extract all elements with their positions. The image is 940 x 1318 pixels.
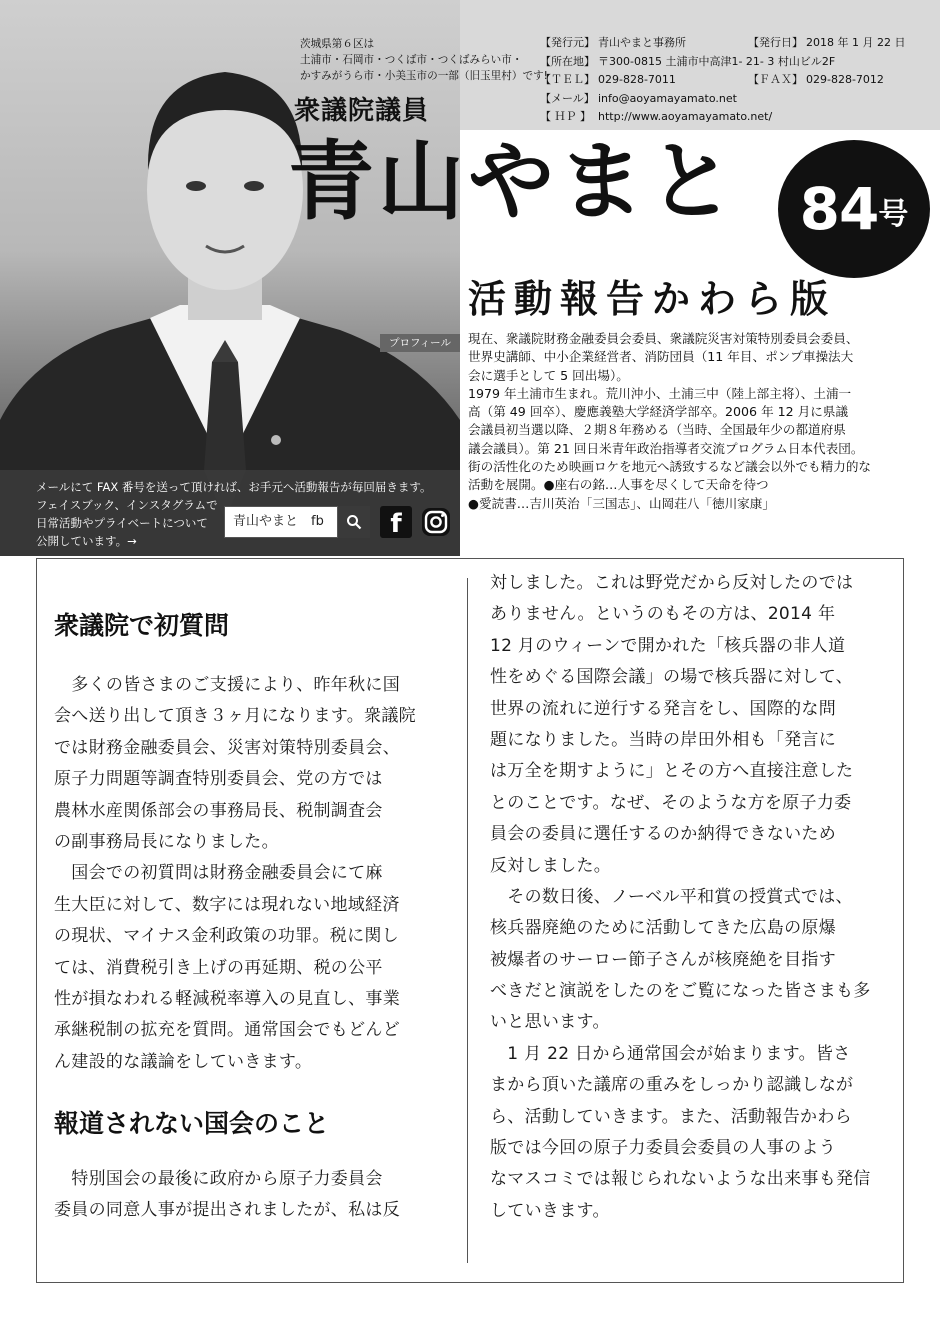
address-value: 〒300-0815 土浦市中高津1- 21- 3 村山ビル2F (598, 54, 836, 68)
body-line: 員会の委員に選任するのか納得できないため (490, 824, 836, 845)
body-line: 特別国会の最後に政府から原子力委員会 (54, 1169, 383, 1190)
body-line: の現状、マイナス金利政策の功罪。税に関し (54, 926, 399, 947)
search-icon (346, 514, 362, 530)
publisher-label: 【発行元】 (540, 36, 595, 49)
body-line: べきだと演説をしたのをご覧になった皆さまも多 (490, 981, 871, 1002)
profile-line: 高（第 49 回卒）、慶應義塾大学経済学部卒。2006 年 12 月に県議 (468, 404, 849, 420)
body-line: いと思います。 (490, 1012, 610, 1033)
fax-label: 【ＦＡＸ】 (748, 73, 803, 86)
mail-label: 【メール】 (540, 91, 595, 105)
body-line: 性をめぐる国際会議」の場で核兵器に対して、 (490, 667, 853, 688)
body-line: 12 月のウィーンで開かれた「核兵器の非人道 (490, 635, 846, 656)
address-label: 【所在地】 (540, 54, 595, 68)
section-heading-unreported: 報道されない国会のこと (54, 1109, 330, 1139)
mail-link[interactable]: info@aoyamayamato.net (598, 91, 737, 105)
issue-number: 84 (799, 175, 879, 243)
search-input[interactable]: 青山やまと fb (224, 506, 338, 538)
instagram-icon[interactable] (420, 506, 452, 538)
profile-line: 活動を展開。●座右の銘…人事を尽くして天命を待つ (468, 477, 769, 493)
info-row-hp (540, 108, 935, 127)
body-line: 題になりました。当時の岸田外相も「発言に (490, 729, 836, 750)
body-line: 1 月 22 日から通常国会が始まります。皆さ (490, 1043, 851, 1064)
date-label: 【発行日】 (748, 36, 803, 49)
notice-line: 日常活動やプライベートについて (36, 516, 208, 530)
body-line: 国会での初質問は財務金融委員会にて麻 (54, 863, 383, 884)
body-line: 承継税制の拡充を質問。通常国会でもどんど (54, 1020, 400, 1041)
profile-text (468, 330, 930, 513)
body-line: 被爆者のサーロー節子さんが核廃絶を目指す (490, 949, 836, 970)
notice-line: 公開しています。→ (36, 534, 137, 548)
body-line: なマスコミでは報じられないような出来事も発信 (490, 1169, 871, 1190)
section-heading-first-question: 衆議院で初質問 (54, 611, 230, 640)
article-right-column (490, 568, 890, 1227)
profile-line: 会に選手として 5 回出場）。 (468, 367, 629, 383)
body-line: 核兵器廃絶のために活動してきた広島の原爆 (490, 918, 836, 939)
body-line: ら、活動していきます。また、活動報告かわら (490, 1106, 852, 1127)
issue-badge (778, 140, 930, 278)
body-line: 生大臣に対して、数字には現れない地域経済 (54, 894, 400, 915)
article-left-column (54, 600, 454, 1227)
body-line: 性が損なわれる軽減税率導入の見直し、事業 (54, 988, 400, 1009)
hp-link[interactable]: http://www.aoyamayamato.net/ (598, 110, 773, 123)
notice-line: メールにて FAX 番号を送って頂ければ、お手元へ活動報告が毎回届きます。 (36, 480, 432, 494)
body-line: 会へ送り出して頂き３ヶ月になります。衆議院 (54, 706, 416, 727)
profile-line: 街の活性化のため映画ロケを地元へ誘致するなど議会以外でも精力的な (468, 459, 871, 475)
body-line: 多くの皆さまのご支援により、昨年秋に国 (54, 675, 400, 695)
profile-line: 議会議員）。第 21 回日米青年政治指導者交流プログラム日本代表団。 (468, 440, 864, 456)
publisher-value: 青山やまと事務所 (598, 36, 686, 49)
body-line: 版では今回の原子力委員会委員の人事のよう (490, 1138, 836, 1159)
profile-line: 1979 年土浦市生まれ。荒川沖小、土浦三中（陸上部主将）、土浦一 (468, 385, 852, 401)
date-value: 2018 年 1 月 22 日 (806, 36, 906, 49)
notice-line: フェイスブック、インスタグラムで (36, 498, 218, 512)
profile-tag: プロフィール (380, 334, 460, 352)
body-line: ては、消費税引き上げの再延期、税の公平 (54, 957, 383, 978)
profile-line: ●愛読書…吉川英治「三国志」、山岡荘八「徳川家康」 (468, 495, 775, 511)
district-line: 土浦市・石岡市・つくば市・つくばみらい市・ (300, 54, 523, 66)
district-line: 茨城県第６区は (300, 38, 375, 50)
tel-label: 【ＴＥＬ】 (540, 73, 595, 86)
column-divider (467, 578, 468, 1263)
info-row-tel (540, 71, 935, 90)
body-line: 原子力問題等調査特別委員会、党の方では (54, 769, 383, 790)
body-line: ん建設的な議論をしていきます。 (54, 1051, 313, 1072)
body-line: ありません。というのもその方は、2014 年 (490, 604, 836, 625)
body-line: では財務金融委員会、災害対策特別委員会、 (54, 737, 400, 758)
district-line: かすみがうら市・小美玉市の一部（旧玉里村）です! (300, 70, 548, 82)
member-title: 衆議院議員 (294, 96, 430, 126)
body-line: していきます。 (490, 1200, 610, 1221)
info-row-publisher (540, 34, 935, 53)
newsletter-subtitle: 活動報告かわら版 (468, 277, 837, 321)
facebook-icon[interactable]: f (380, 506, 412, 538)
body-line: とのことです。なぜ、そのような方を原子力委 (490, 792, 852, 813)
body-line: 委員の同意人事が提出されましたが、私は反 (54, 1200, 400, 1221)
body-line: まから頂いた議席の重みをしっかり認識しなが (490, 1075, 854, 1096)
body-line: その数日後、ノーベル平和賞の授賞式では、 (490, 886, 853, 907)
profile-line: 現在、衆議院財務金融委員会委員、衆議院災害対策特別委員会委員、 (468, 331, 859, 346)
district-description (300, 36, 548, 84)
body-line: の副事務局長になりました。 (54, 831, 279, 852)
info-row-mail (540, 90, 935, 109)
tel-value: 029-828-7011 (598, 73, 676, 86)
fax-value: 029-828-7012 (806, 73, 884, 86)
publication-info (540, 34, 935, 127)
search-button[interactable] (338, 506, 370, 538)
body-line: 農林水産関係部会の事務局長、税制調査会 (54, 800, 383, 821)
profile-line: 世界史講師、中小企業経営者、消防団員（11 年目、ポンプ車操法大 (468, 349, 854, 365)
hp-label: 【 ＨＰ 】 (540, 110, 591, 123)
name-title: 青山やまと (288, 132, 738, 232)
body-line: 反対しました。 (490, 855, 612, 876)
profile-line: 会議員初当選以降、２期８年務める（当時、全国最年少の都道府県 (468, 422, 846, 438)
info-row-address (540, 53, 935, 72)
issue-suffix: 号 (878, 197, 909, 232)
body-line: 世界の流れに逆行する発言をし、国際的な問 (490, 698, 836, 719)
body-line: は万全を期すように」とその方へ直接注意した (490, 761, 854, 782)
body-line: 対しました。これは野党だから反対したのでは (490, 573, 854, 593)
